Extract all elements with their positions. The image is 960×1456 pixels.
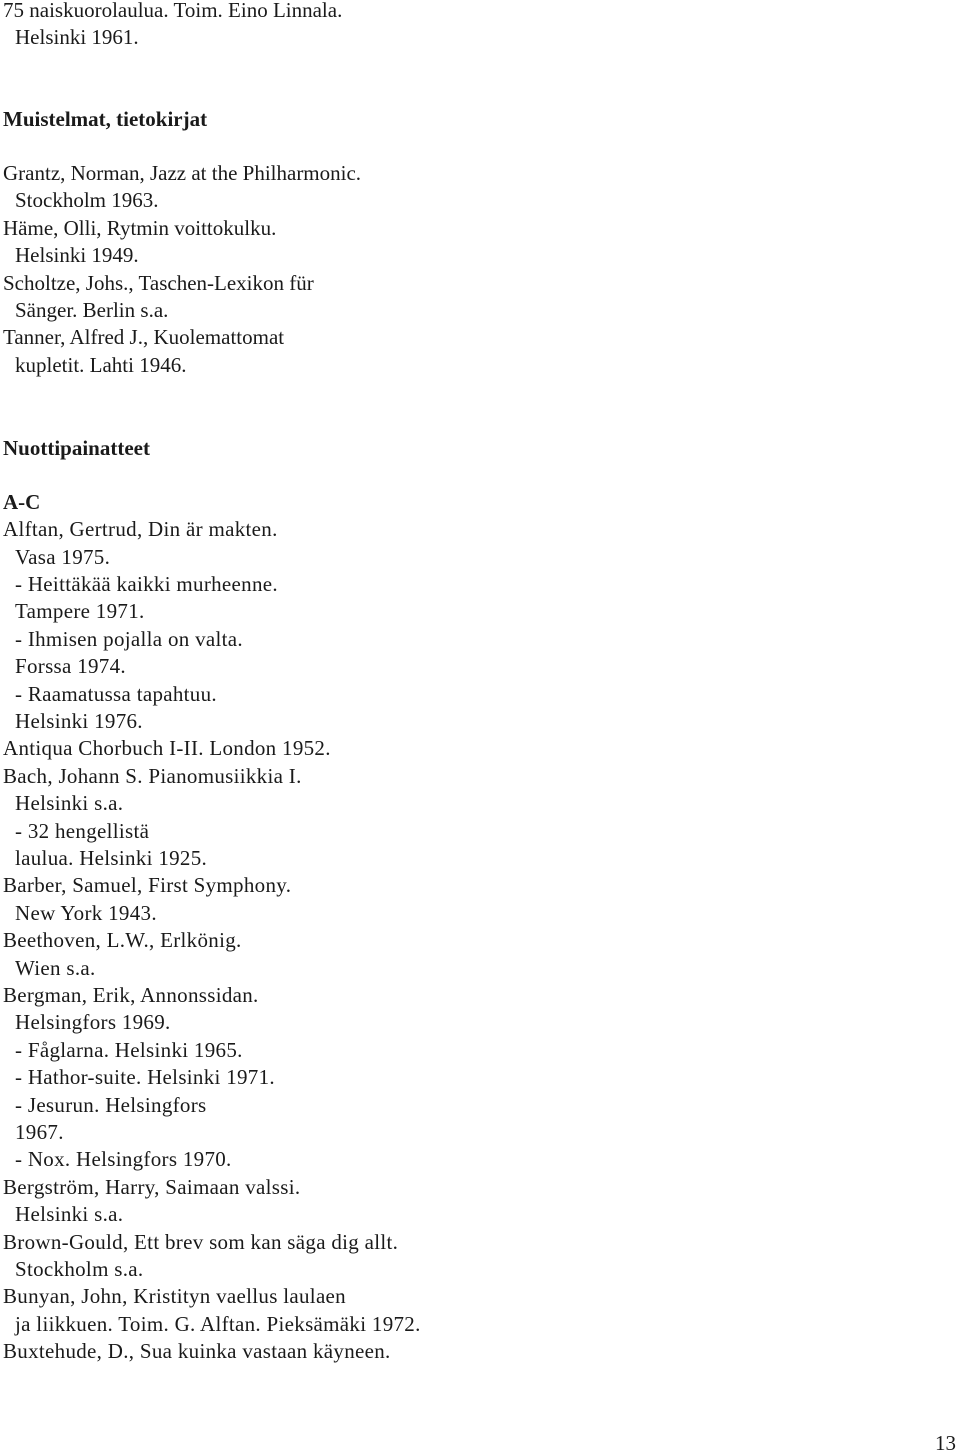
sheet-music-line: Antiqua Chorbuch I-II. London 1952.	[3, 736, 331, 760]
sheet-music-line: - Nox. Helsingfors 1970.	[15, 1147, 232, 1171]
sheet-music-line: Bergström, Harry, Saimaan valssi.	[3, 1175, 301, 1199]
memoirs-line: kupletit. Lahti 1946.	[15, 353, 187, 377]
sheet-music-line: - Ihmisen pojalla on valta.	[15, 627, 243, 651]
sheet-music-line: Forssa 1974.	[15, 654, 126, 678]
page-number: 13	[935, 1431, 956, 1455]
sheet-music-line: Wien s.a.	[15, 956, 96, 980]
section-heading-memoirs: Muistelmat, tietokirjat	[3, 107, 208, 131]
sheet-music-line: New York 1943.	[15, 901, 157, 925]
subheading-a-c: A-C	[3, 490, 41, 514]
sheet-music-line: Tampere 1971.	[15, 599, 145, 623]
memoirs-line: Grantz, Norman, Jazz at the Philharmonic.	[3, 161, 362, 185]
sheet-music-line: Brown-Gould, Ett brev som kan säga dig allt.	[3, 1230, 399, 1254]
memoirs-line: Häme, Olli, Rytmin voittokulku.	[3, 216, 277, 240]
sheet-music-line: - Hathor-suite. Helsinki 1971.	[15, 1065, 275, 1089]
memoirs-line: Tanner, Alfred J., Kuolemattomat	[3, 325, 285, 349]
sheet-music-line: - Fåglarna. Helsinki 1965.	[15, 1038, 243, 1062]
sheet-music-line: Stockholm s.a.	[15, 1257, 144, 1281]
memoirs-line: Scholtze, Johs., Taschen-Lexikon für	[3, 271, 314, 295]
sheet-music-line: - 32 hengellistä	[15, 819, 150, 843]
memoirs-line: Sänger. Berlin s.a.	[15, 298, 169, 322]
sheet-music-line: Helsinki s.a.	[15, 1202, 124, 1226]
sheet-music-line: Alftan, Gertrud, Din är makten.	[3, 517, 278, 541]
sheet-music-line: Helsingfors 1969.	[15, 1010, 171, 1034]
sheet-music-line: ja liikkuen. Toim. G. Alftan. Pieksämäki 1972.	[15, 1312, 421, 1336]
sheet-music-line: Barber, Samuel, First Symphony.	[3, 873, 292, 897]
sheet-music-line: Buxtehude, D., Sua kuinka vastaan käyneen.	[3, 1339, 391, 1363]
memoirs-line: Stockholm 1963.	[15, 188, 159, 212]
sheet-music-line: 1967.	[15, 1120, 64, 1144]
sheet-music-line: - Raamatussa tapahtuu.	[15, 682, 217, 706]
intro-line-2: Helsinki 1961.	[15, 25, 139, 49]
sheet-music-line: Bergman, Erik, Annonssidan.	[3, 983, 259, 1007]
sheet-music-line: Bunyan, John, Kristityn vaellus laulaen	[3, 1284, 346, 1308]
sheet-music-line: Helsinki s.a.	[15, 791, 124, 815]
intro-line-1: 75 naiskuorolaulua. Toim. Eino Linnala.	[3, 0, 343, 22]
section-heading-sheet-music: Nuottipainatteet	[3, 436, 150, 460]
sheet-music-line: laulua. Helsinki 1925.	[15, 846, 208, 870]
sheet-music-line: - Jesurun. Helsingfors	[15, 1093, 207, 1117]
sheet-music-line: Vasa 1975.	[15, 545, 111, 569]
sheet-music-line: - Heittäkää kaikki murheenne.	[15, 572, 278, 596]
sheet-music-line: Beethoven, L.W., Erlkönig.	[3, 928, 242, 952]
memoirs-line: Helsinki 1949.	[15, 243, 139, 267]
sheet-music-line: Helsinki 1976.	[15, 709, 143, 733]
sheet-music-line: Bach, Johann S. Pianomusiikkia I.	[3, 764, 302, 788]
